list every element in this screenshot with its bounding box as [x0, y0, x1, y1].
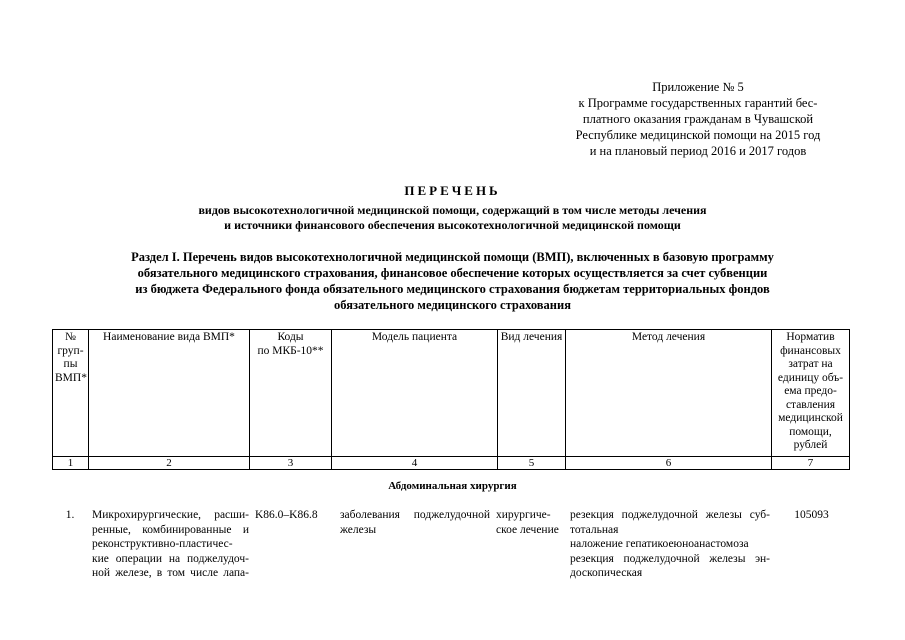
header-treatment-type: Вид лечения — [498, 330, 566, 457]
vmp-table-header — [52, 329, 850, 470]
row-number: 1. — [65, 509, 75, 521]
header-patient-model: Модель пациента — [332, 330, 498, 457]
row-treatment-methods: резекция поджелудочной железы суб- тотальная наложение гепатикоеюноанастомоза резекция поджелудочной железы эн- доскопическая — [570, 509, 770, 579]
appendix-line: и на плановый период 2016 и 2017 годов — [589, 144, 807, 158]
column-number: 2 — [89, 457, 250, 470]
column-number: 5 — [498, 457, 566, 470]
column-number: 6 — [566, 457, 772, 470]
row-cost: 105093 — [794, 509, 829, 521]
section-line: Раздел I. Перечень видов высокотехнологичной медицинской помощи (ВМП), включенных в базовую программу — [131, 250, 774, 264]
row-vmp-name: Микрохирургические, расши- ренные, комбинированные и реконструктивно-пластичес- кие операции на поджелудоч- ной железе, в том числе лапа- — [92, 509, 249, 579]
appendix-line: к Программе государственных гарантий бес- — [578, 96, 818, 110]
header-vmp-name: Наименование вида ВМП* — [89, 330, 250, 457]
row-icd-codes: K86.0–K86.8 — [255, 509, 318, 521]
row-patient-model: заболевания поджелудочной железы — [340, 509, 490, 536]
section-line: обязательного медицинского страхования, финансовое обеспечение которых осуществляется за счет субвенции — [137, 266, 768, 280]
header-icd-codes: Коды по МКБ-10** — [250, 330, 332, 457]
appendix-line: Республике медицинской помощи на 2015 год — [575, 128, 821, 142]
appendix-line: платного оказания гражданам в Чувашской — [582, 112, 814, 126]
document-subtitle — [0, 203, 905, 233]
header-group-number: № груп- пы ВМП* — [53, 330, 89, 457]
section-line: из бюджета Федерального фонда обязательного медицинского страхования бюджетам территориальных фондов — [135, 282, 770, 296]
header-treatment-method: Метод лечения — [566, 330, 772, 457]
column-number-row — [53, 457, 850, 470]
subtitle-line: видов высокотехнологичной медицинской помощи, содержащий в том числе методы лечения — [198, 203, 707, 217]
column-number: 3 — [250, 457, 332, 470]
category-heading: Абдоминальная хирургия — [388, 480, 517, 492]
column-number: 1 — [53, 457, 89, 470]
appendix-line: Приложение № 5 — [652, 80, 744, 94]
section-heading — [0, 249, 905, 313]
document-title: ПЕРЕЧЕНЬ — [404, 183, 501, 198]
section-line: обязательного медицинского страхования — [334, 298, 571, 312]
appendix-note — [548, 79, 848, 159]
column-number: 4 — [332, 457, 498, 470]
row-treatment-type: хирургиче- ское лечение — [496, 509, 559, 536]
header-row — [53, 330, 850, 457]
subtitle-line: и источники финансового обеспечения высокотехнологичной медицинской помощи — [224, 218, 681, 232]
header-cost-standard: Норматив финансовых затрат на единицу объ- ема предо- ставления медицинской помощи, рублей — [772, 330, 850, 457]
column-number: 7 — [772, 457, 850, 470]
